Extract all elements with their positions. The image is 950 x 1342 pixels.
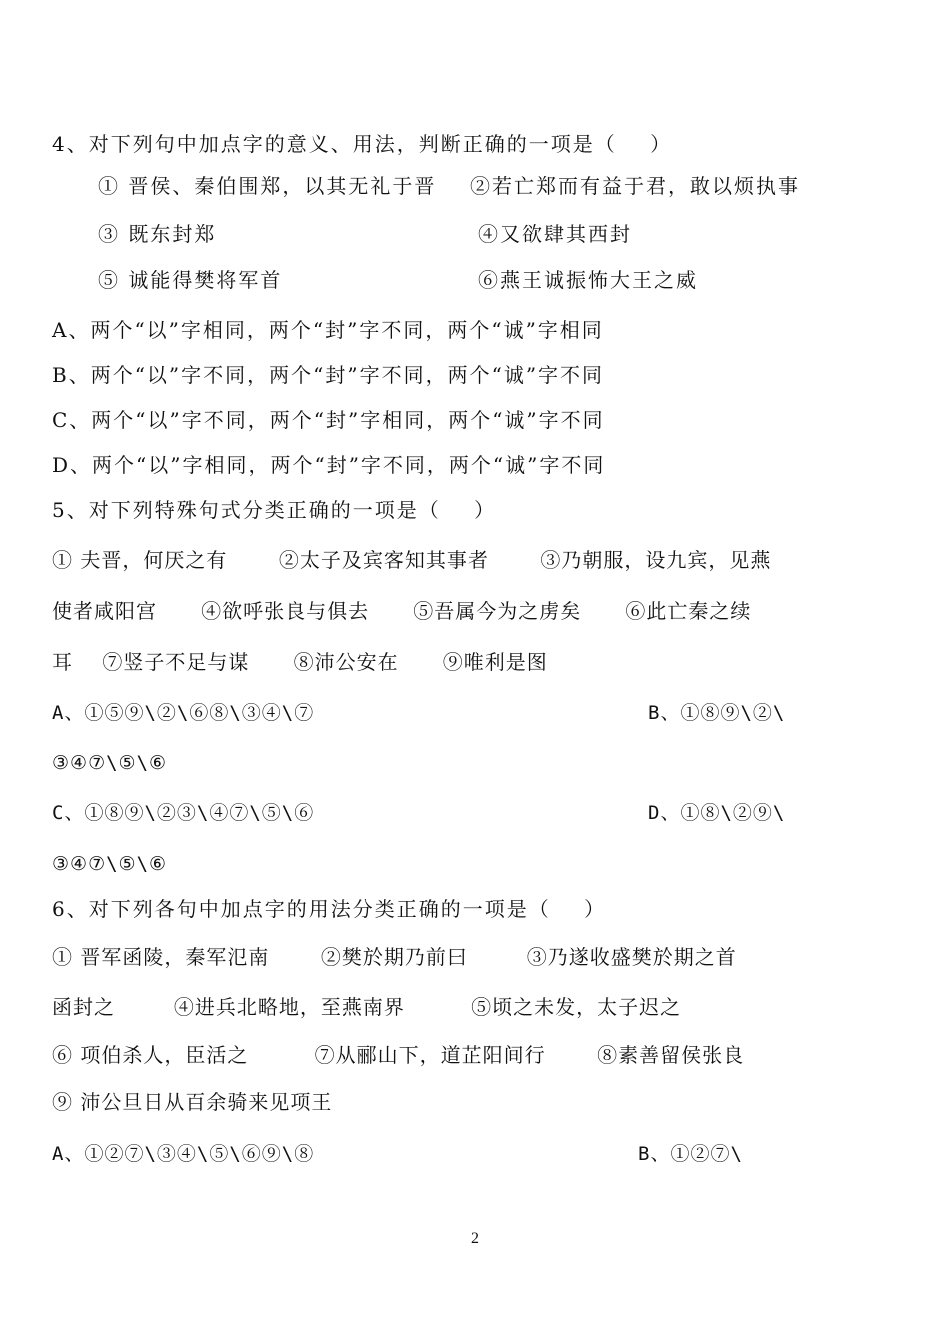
q4-option-d: D、两个“以”字相同，两个“封”字不同，两个“诚”字不同 bbox=[52, 453, 606, 477]
q4-sentence-3: ③ 既东封郑 bbox=[98, 222, 217, 246]
q4-option-a: A、两个“以”字相同，两个“封”字不同，两个“诚”字相同 bbox=[52, 318, 604, 342]
q5-line-2: 使者咸阳宫 ④欲呼张良与俱去 ⑤吾属今为之虏矣 ⑥此亡秦之续 bbox=[52, 599, 752, 623]
q5-option-a: A、①⑤⑨\②\⑥⑧\③④\⑦ bbox=[52, 702, 315, 724]
q5-stem: 5、对下列特殊句式分类正确的一项是（ ） bbox=[52, 498, 497, 522]
q4-option-c: C、两个“以”字不同，两个“封”字相同，两个“诚”字不同 bbox=[52, 408, 605, 432]
q6-line-3: ⑥ 项伯杀人，臣活之 ⑦从郦山下，道芷阳间行 ⑧素善留侯张良 bbox=[52, 1043, 745, 1067]
q5-line-1: ① 夫晋，何厌之有 ②太子及宾客知其事者 ③乃朝服，设九宾，见燕 bbox=[52, 548, 772, 572]
q6-stem: 6、对下列各句中加点字的用法分类正确的一项是（ ） bbox=[52, 897, 607, 921]
q4-sentence-5: ⑤ 诚能得樊将军首 bbox=[98, 268, 283, 292]
q6-option-a: A、①②⑦\③④\⑤\⑥⑨\⑧ bbox=[52, 1143, 315, 1165]
q6-option-b: B、①②⑦\ bbox=[638, 1143, 743, 1165]
q6-line-1: ① 晋军函陵，秦军氾南 ②樊於期乃前曰 ③乃遂收盛樊於期之首 bbox=[52, 945, 737, 969]
q5-option-b-continued: ③④⑦\⑤\⑥ bbox=[52, 752, 168, 774]
q4-sentence-6: ⑥燕王诚振怖大王之威 bbox=[478, 268, 698, 292]
q4-sentence-4: ④又欲肆其西封 bbox=[478, 222, 632, 246]
q6-line-4: ⑨ 沛公旦日从百余骑来见项王 bbox=[52, 1090, 333, 1114]
q5-option-b: B、①⑧⑨\②\ bbox=[648, 702, 786, 724]
q4-sentence-1: ① 晋侯、秦伯围郑，以其无礼于晋 bbox=[98, 174, 437, 198]
q6-line-2: 函封之 ④进兵北略地，至燕南界 ⑤顷之未发，太子迟之 bbox=[52, 995, 682, 1019]
q5-option-c: C、①⑧⑨\②③\④⑦\⑤\⑥ bbox=[52, 802, 315, 824]
q4-sentence-2: ②若亡郑而有益于君，敢以烦执事 bbox=[470, 174, 800, 198]
q4-stem: 4、对下列句中加点字的意义、用法，判断正确的一项是（ ） bbox=[52, 132, 673, 156]
page-number: 2 bbox=[471, 1230, 479, 1247]
q5-option-d-continued: ③④⑦\⑤\⑥ bbox=[52, 853, 168, 875]
q5-line-3: 耳 ⑦竖子不足与谋 ⑧沛公安在 ⑨唯利是图 bbox=[52, 650, 548, 674]
q4-option-b: B、两个“以”字不同，两个“封”字不同，两个“诚”字不同 bbox=[52, 363, 605, 387]
q5-option-d: D、①⑧\②⑨\ bbox=[648, 802, 786, 824]
